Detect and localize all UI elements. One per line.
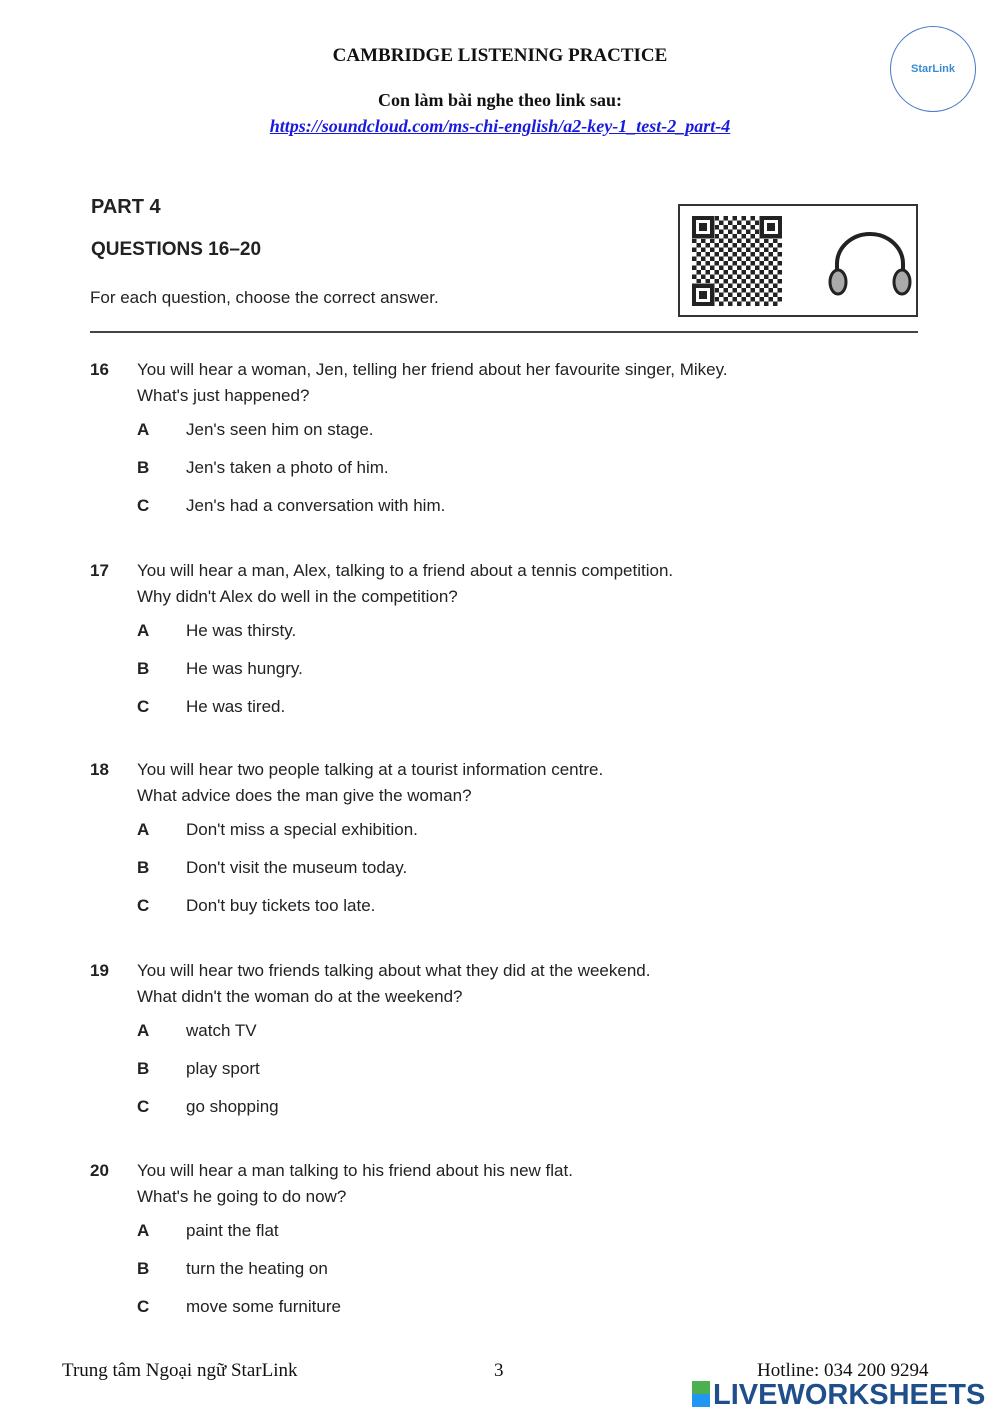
option-text[interactable]: He was tired. [186,697,286,716]
question-number: 19 [90,961,109,980]
option-letter[interactable]: A [137,1021,150,1040]
question-text: What advice does the man give the woman? [137,786,472,805]
question-text: You will hear a man talking to his friend about his new flat. [137,1161,573,1180]
option-text[interactable]: paint the flat [186,1221,279,1240]
question-number: 16 [90,360,109,379]
option-letter[interactable]: C [137,1097,150,1116]
option-text[interactable]: He was hungry. [186,659,303,678]
option-text[interactable]: watch TV [186,1021,257,1040]
option-text[interactable]: play sport [186,1059,260,1078]
option-letter[interactable]: C [137,896,150,915]
audio-box [678,204,918,317]
question-number: 17 [90,561,109,580]
question-text: What's just happened? [137,386,310,405]
option-letter[interactable]: C [137,697,150,716]
option-letter[interactable]: A [137,820,150,839]
headphones-icon [825,232,915,302]
question-text: You will hear two people talking at a tourist information centre. [137,760,604,779]
option-letter[interactable]: A [137,420,150,439]
option-letter[interactable]: A [137,621,150,640]
option-text[interactable]: Jen's had a conversation with him. [186,496,446,515]
page-number: 3 [494,1360,504,1381]
option-letter[interactable]: B [137,858,150,877]
question-text: You will hear a man, Alex, talking to a friend about a tennis competition. [137,561,674,580]
option-text[interactable]: go shopping [186,1097,279,1116]
qr-code-icon [692,216,782,306]
starlink-logo: StarLink [890,26,976,112]
soundcloud-link[interactable]: https://soundcloud.com/ms-chi-english/a2-key-1_test-2_part-4 [269,116,731,136]
question-text: You will hear two friends talking about what they did at the weekend. [137,961,651,980]
divider [90,331,918,333]
footer-center-name: Trung tâm Ngoại ngữ StarLink [62,1360,298,1381]
question-text: Why didn't Alex do well in the competition? [137,587,458,606]
option-text[interactable]: turn the heating on [186,1259,328,1278]
footer-hotline: Hotline: 034 200 9294 [757,1360,929,1381]
questions-heading: QUESTIONS 16–20 [91,239,262,260]
question-text: What didn't the woman do at the weekend? [137,987,463,1006]
question-number: 20 [90,1161,109,1180]
question-number: 18 [90,760,109,779]
option-letter[interactable]: B [137,458,150,477]
document-title: CAMBRIDGE LISTENING PRACTICE [332,45,668,66]
option-letter[interactable]: A [137,1221,150,1240]
instruction-subtitle: Con làm bài nghe theo link sau: [377,90,623,110]
liveworksheets-logo-icon [692,1381,710,1407]
liveworksheets-watermark [692,1380,985,1410]
option-text[interactable]: Don't buy tickets too late. [186,896,376,915]
option-text[interactable]: Don't miss a special exhibition. [186,820,418,839]
option-text[interactable]: move some furniture [186,1297,341,1316]
option-letter[interactable]: C [137,1297,150,1316]
option-text[interactable]: Don't visit the museum today. [186,858,408,877]
option-text[interactable]: Jen's seen him on stage. [186,420,374,439]
instruction-text: For each question, choose the correct answer. [90,288,439,307]
option-text[interactable]: He was thirsty. [186,621,297,640]
liveworksheets-text: LIVEWORKSHEETS [713,1379,986,1411]
question-text: What's he going to do now? [137,1187,347,1206]
option-letter[interactable]: B [137,1259,150,1278]
part-heading: PART 4 [91,196,161,218]
option-letter[interactable]: B [137,659,150,678]
option-text[interactable]: Jen's taken a photo of him. [186,458,389,477]
question-text: You will hear a woman, Jen, telling her friend about her favourite singer, Mikey. [137,360,728,379]
option-letter[interactable]: C [137,496,150,515]
option-letter[interactable]: B [137,1059,150,1078]
